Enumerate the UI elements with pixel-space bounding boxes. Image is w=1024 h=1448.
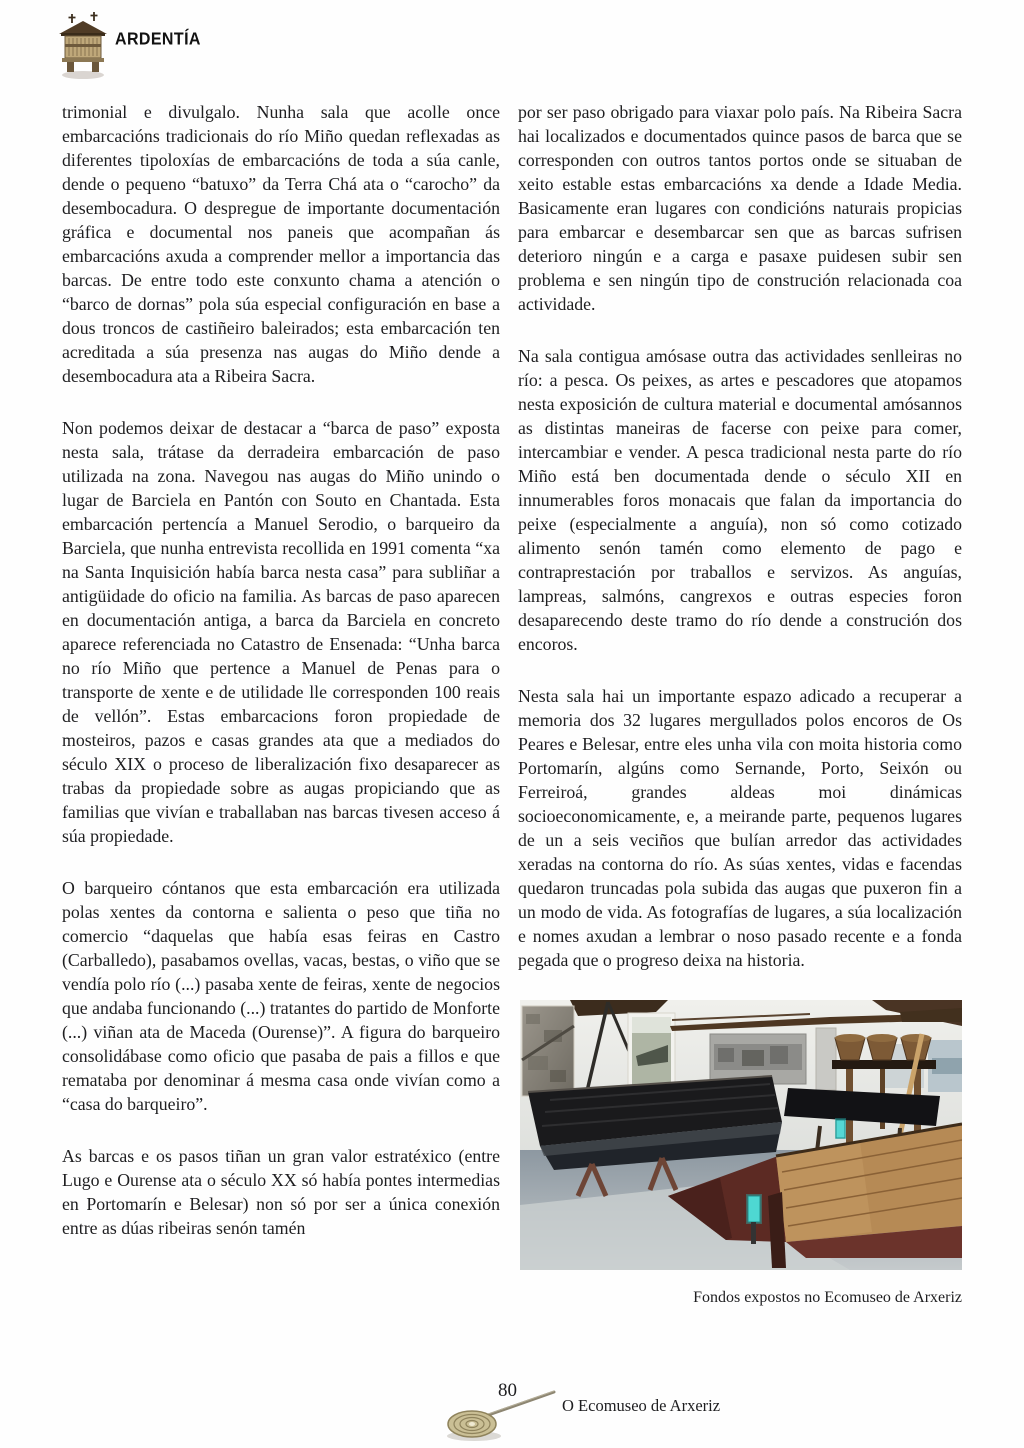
paragraph: As barcas e os pasos tiñan un gran valor estratéxico (entre Lugo e Ourense ata o século XX só había pontes intermedias en Portomarín e Belesar) non só por ser a única conexión entre as dúas ribeiras senón tamén <box>62 1146 500 1238</box>
paragraph: Na sala contigua amósase outra das actividades senlleiras no río: a pesca. Os peixes, as artes e pescadores que atopamos nesta exposición de cultura material e documental amósannos as distintas maneiras de facerse con peixe para comer, intercambiar e vender. A pesca tradicional nesta parte do río Miño está ben documentada dende o século XII en innumerables foros monacais que falan da importancia do peixe (especialmente a anguía), non só como cotizado alimento senón tamén como elemento de pago e contraprestación por traballos e servizos. As anguías, lampreas, salmóns, cangrexos e outras especies foron desaparecendo deste tramo do río dende a construción dos encoros. <box>518 346 962 654</box>
exhibit-photo <box>520 1000 962 1310</box>
paragraph: trimonial e divulgalo. Nunha sala que acolle once embarcacións tradicionais do río Miño quedan reflexadas as diferentes tipoloxías de embarcacións de toda a súa canle, dende o pequeno “batuxo” da Terra Chá ata o “carocho” da desembocadura. O despregue de importante documentación gráfica e documental nos paneis que acompañan ás embarcacións axuda a comprender mellor a importancia das barcas. De entre todo este conxunto chama a atención o “barco de dornas” pola súa especial configuración en base a dous troncos de castiñeiro baleirados; esta embarcación ten acreditada a súa presenza nas augas do Miño dende a desembocadura ata a Ribeira Sacra. <box>62 102 500 386</box>
paragraph: O barqueiro cóntanos que esta embarcación era utilizada polas xentes da contorna e salienta o peso que tiña no comercio “daquelas que había esas feiras en Castro (Carballedo), pasabamos ovellas, vacas, bestas, o viño que se vendía polo río (...) pasaba xente de feiras, xente de negocios que andaba funcionando (...) tratantes do partido de Monforte (...) viñan ata de Maceda (Ourense)”. A figura do barqueiro consolidábase como oficio que pasaba de pais a fillos e que remataba por denominar á mesma casa onde vivían como a “casa do barqueiro”. <box>62 878 500 1114</box>
museum-boats-photo <box>520 1000 962 1270</box>
horreo-granary-icon <box>58 12 108 82</box>
page-header <box>58 12 201 82</box>
photo-caption: Fondos expostos no Ecomuseo de Arxeriz <box>693 1289 962 1306</box>
wall-photo-left <box>522 1006 574 1096</box>
page-number: 80 <box>498 1380 517 1401</box>
right-text-column <box>518 100 962 1310</box>
paragraph: Non podemos deixar de destacar a “barca de paso” exposta nesta sala, trátase da derradeira embarcación de paso utilizada na zona. Navegou nas augas do Miño unindo o lugar de Barciela en Pantón con Souto en Chantada. Esta embarcación pertencía a Manuel Serodio, o barqueiro da Barciela, que nunha entrevista recollida en 1991 comenta “xa na Santa Inquisición había barca nesta casa” para subliñar a antigüidade do oficio na familia. As barcas de paso aparecen en documentación antiga, a barca da Barciela en concreto aparece referenciada no Catastro de Ensenada: “Unha barca no río Miño que pertence a Manuel de Penas para o transporte de xente e de utilidade lle corresponden 100 reais de vellón”. Estas embarcacions foron propiedade de mosteiros, pazos e casas grandes ata que a mediados do século XIX o proceso de liberalización fixo desaparecer as trabas da propiedade sobre as augas propiciando que as familias que vivían e traballaban nas barcas tivesen acceso á súa propiedade. <box>62 418 500 846</box>
paragraph: por ser paso obrigado para viaxar polo país. Na Ribeira Sacra hai localizados e documentados quince pasos de barca que se corresponden con outros tantos portos onde se situaban de xeito estable estas embarcacións xa dende a Idade Media. Basicamente eran lugares con condicións naturais propicias para embarcar e desembarcar sen que as barcas sufrisen deterioro ningún e a carga e pasaxe puidesen subir sen problema e sen ningún tipo de construción relacionada coa actividade. <box>518 102 962 314</box>
journal-logo-text: ARDENTÍA <box>115 30 201 50</box>
left-text-column <box>62 100 500 1268</box>
page-footer <box>0 1372 1024 1448</box>
wall-photo-framed <box>628 1013 675 1093</box>
footer-section-title: O Ecomuseo de Arxeriz <box>562 1396 721 1415</box>
paragraph: Nesta sala hai un importante espazo adicado a recuperar a memoria dos 32 lugares mergullados polos encoros de Os Peares e Belesar, entre eles unha vila con moita historia como Portomarín, algúns como Sernande, Porto, Seixón ou Ferreiroá, grandes aldeas moi dinámicas socioeconomicamente, e, a meirande parte, pequenos lugares de un a seis veciños que bulían arredor das actividades xeradas na contorna do río. As súas xentes, vidas e facendas quedaron truncadas pola subida das augas que puxeron fin a un modo de vida. As fotografías de lugares, a súa localización e nomes axudan a lembrar o noso pasado recente e a fonda pegada que o progreso deixa na historia. <box>518 686 962 970</box>
